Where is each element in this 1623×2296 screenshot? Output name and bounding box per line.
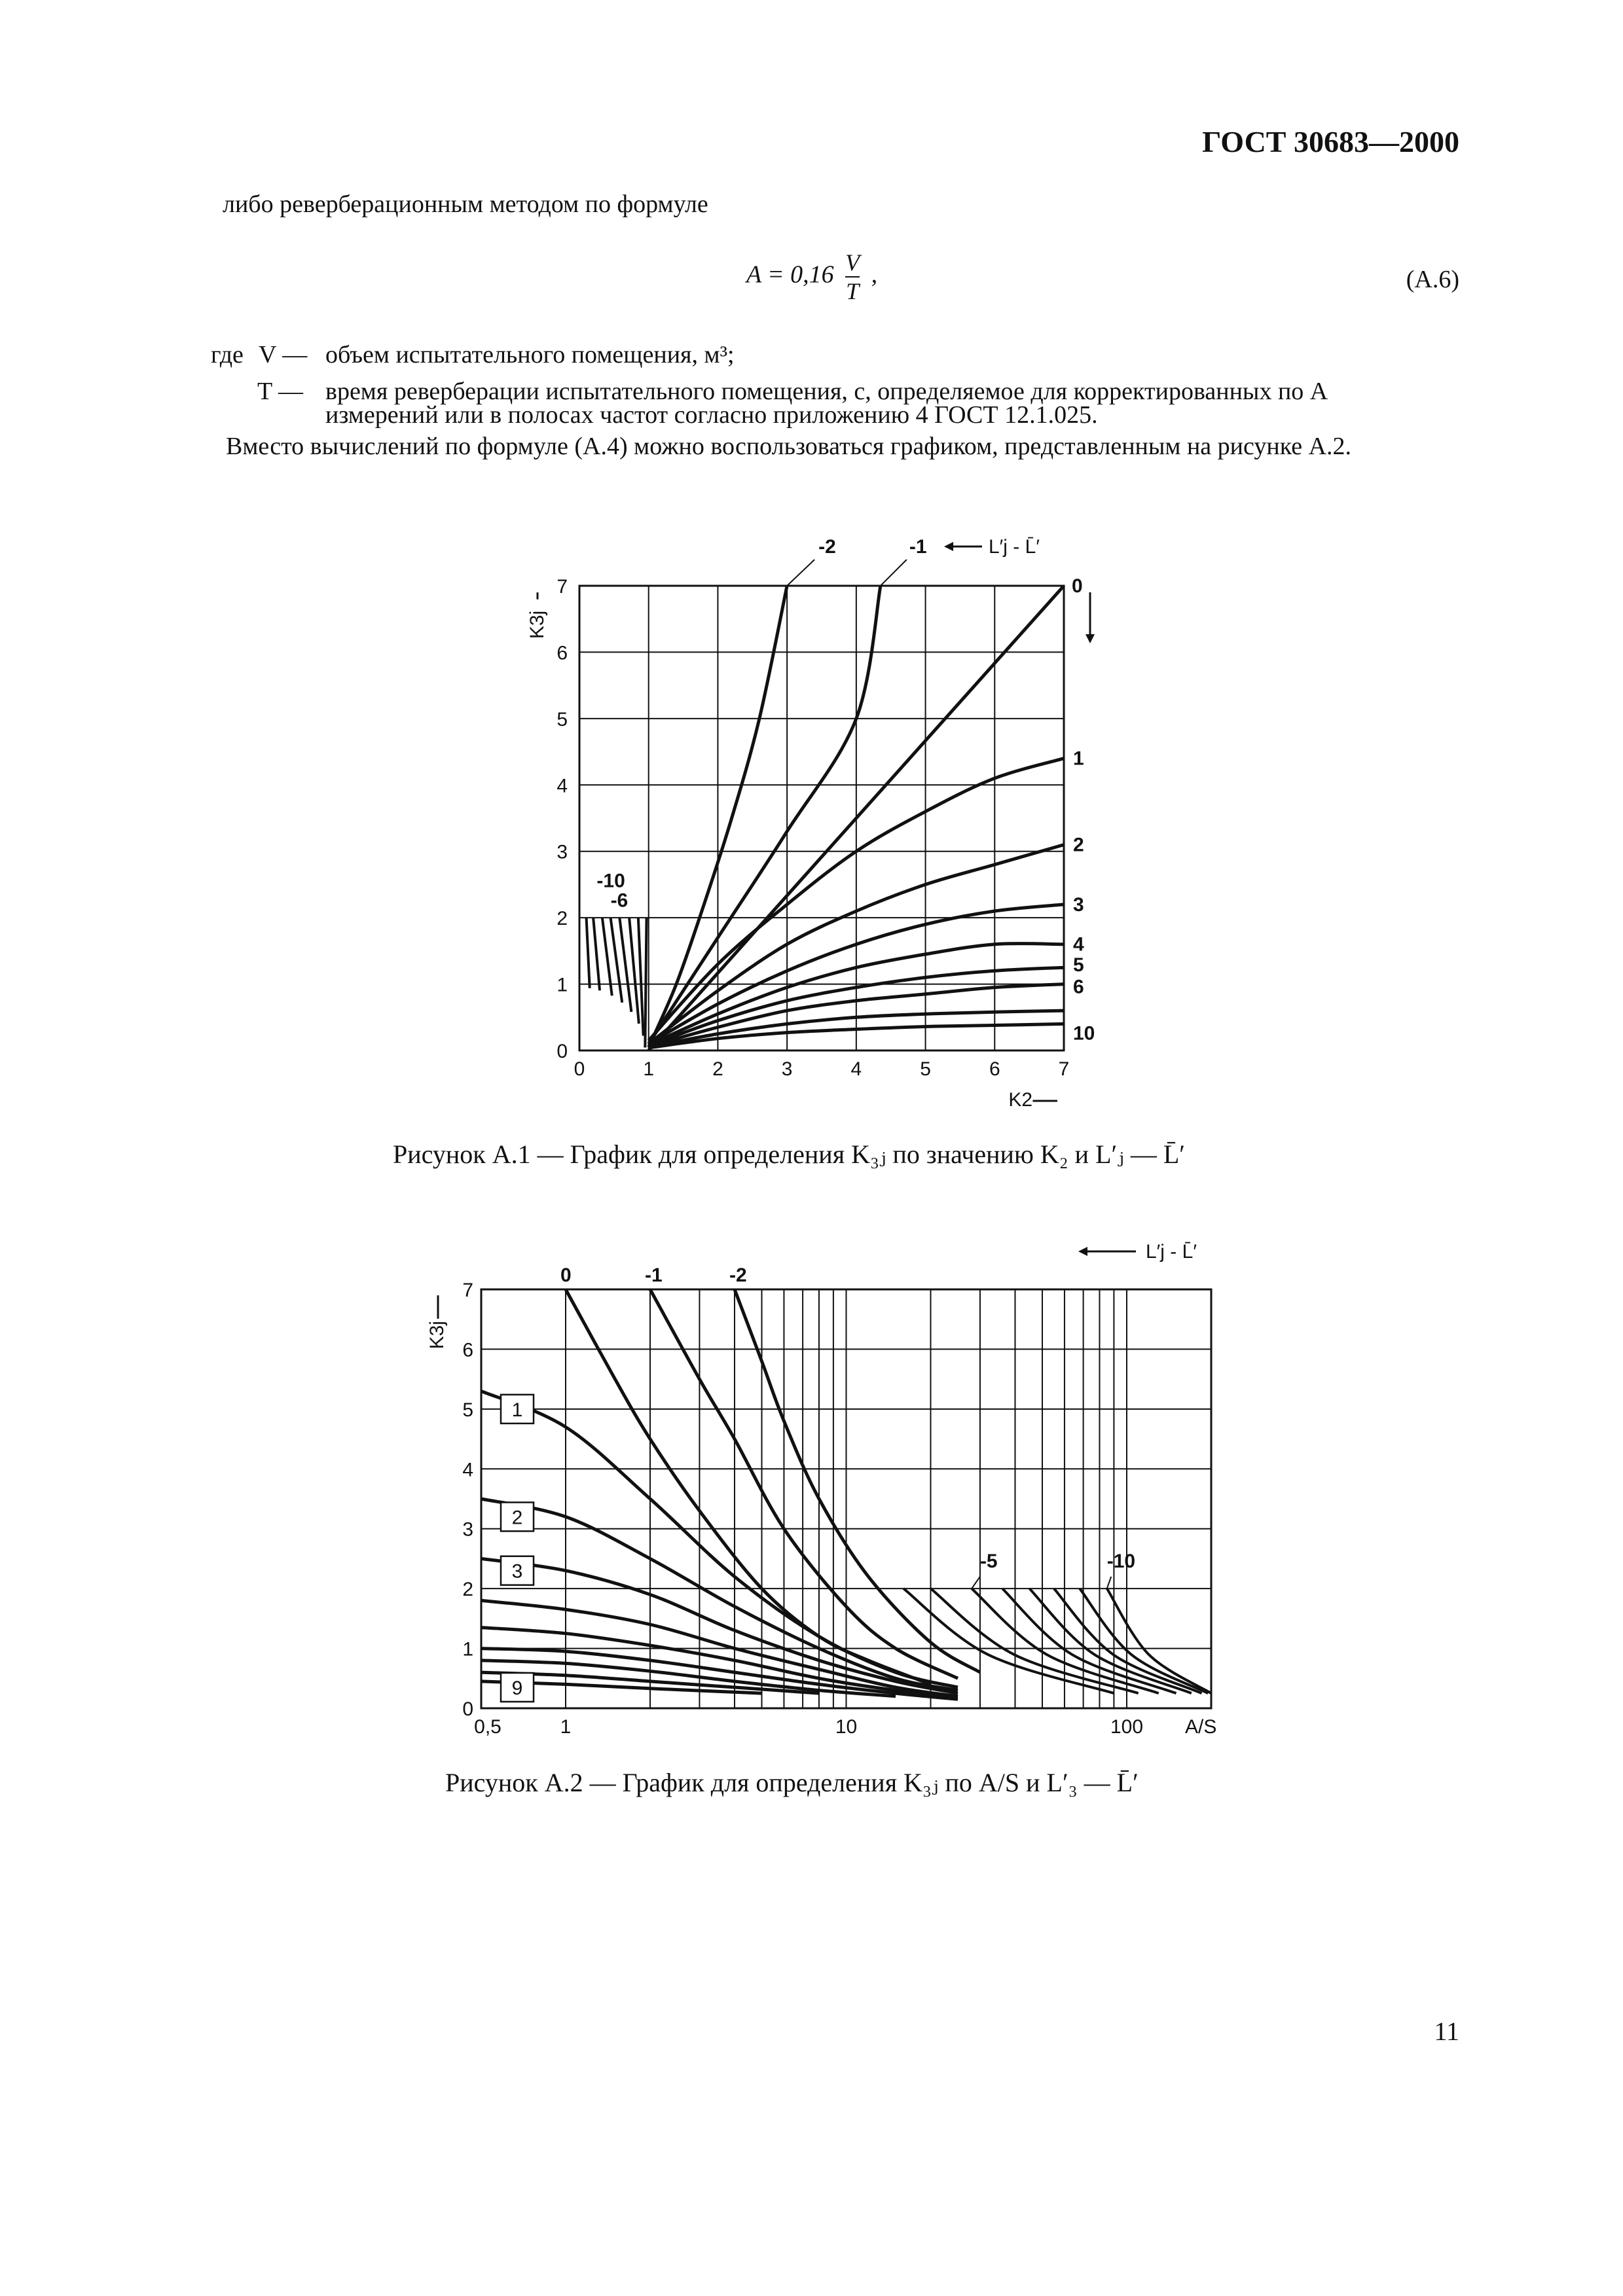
chart1-down-arrow-head [1085, 634, 1095, 643]
chart1-legend-arrow-head [944, 542, 953, 551]
chart-figure-a1 [511, 517, 1113, 1145]
chart1-fan-line [587, 918, 590, 988]
chart2-leader-line [972, 1577, 980, 1588]
intro-text: либо реверберационным методом по формуле [223, 190, 708, 218]
chart1-y-tick-label: 6 [556, 642, 568, 664]
chart1-curve-label: -6 [610, 889, 629, 912]
chart2-x-tick-label: 1 [560, 1716, 572, 1738]
chart1-curve-label: 6 [1073, 976, 1084, 998]
chart1-x-tick-label: 1 [643, 1058, 655, 1080]
chart1-fan-line [593, 918, 600, 990]
where-v-description: объем испытательного помещения, м³; [325, 341, 735, 368]
chart2-series-line [481, 1558, 958, 1693]
chart2-leader-line [1107, 1577, 1111, 1588]
chart1-grid [579, 586, 1064, 1050]
formula [746, 249, 877, 305]
chart1-leader-line [881, 560, 907, 586]
chart1-x-tick-label: 7 [1058, 1058, 1070, 1080]
figure-a2-caption: Рисунок А.2 — График для определения K₃ⱼ по A/S и L′₃ — L̄′ [445, 1768, 1139, 1797]
chart2-y-tick-label: 1 [462, 1638, 473, 1660]
chart1-x-tick-label: 3 [781, 1058, 793, 1080]
chart1-x-tick-label: 0 [574, 1058, 585, 1080]
chart2-top-label: -1 [644, 1265, 663, 1286]
chart2-top-label: 0 [560, 1265, 572, 1286]
chart2-boxed-label: 3 [511, 1560, 523, 1583]
chart2-legend-arrow-head [1078, 1247, 1087, 1256]
chart1-x-tick-label: 6 [989, 1058, 1000, 1080]
formula-lhs: A = 0,16 [746, 260, 834, 289]
chart2-x-axis-label: A/S [1185, 1716, 1217, 1738]
chart2-series-line [650, 1289, 958, 1678]
chart1-y-tick-label: 5 [556, 708, 568, 730]
chart1-x-tick-label: 5 [920, 1058, 931, 1080]
chart1-curve-label: 2 [1073, 834, 1084, 856]
chart2-x-tick-label: 0,5 [474, 1716, 501, 1738]
chart2-inner-label: -10 [1106, 1551, 1136, 1573]
chart1-y-tick-label: 3 [556, 841, 568, 863]
formula-fraction [845, 249, 860, 305]
chart2-y-tick-label: 7 [462, 1280, 473, 1301]
chart1-frame [579, 586, 1064, 1050]
chart1-curve-label: 1 [1073, 747, 1084, 770]
chart2-lines [438, 1247, 1211, 1702]
page-number: 11 [1434, 2017, 1459, 2046]
chart1-y-axis-label: K3j [526, 610, 548, 639]
where-t-description-2: измерений или в полосах частот согласно приложению 4 ГОСТ 12.1.025. [325, 401, 1098, 429]
where-word: где [211, 341, 244, 368]
where-t-symbol: T — [257, 378, 304, 405]
chart1-lines [538, 542, 1095, 1101]
chart1-y-tick-label: 7 [556, 576, 568, 598]
chart2-legend-title: L′j - L̄′ [1146, 1241, 1197, 1263]
chart2-inner-label: -5 [979, 1551, 998, 1573]
chart2-x-tick-label: 10 [835, 1716, 858, 1738]
chart1-curve-label: -10 [596, 870, 625, 892]
chart-figure-a2 [406, 1230, 1270, 1767]
chart2-top-label: -2 [729, 1265, 747, 1286]
where-t-description-1: время реверберации испытательного помещения, с, определяемое для корректированных по A [325, 378, 1328, 405]
chart1-legend-title: L′j - L̄′ [989, 536, 1040, 558]
chart2-boxed-label: 1 [511, 1399, 523, 1421]
paragraph: Вместо вычислений по формуле (А.4) можно воспользоваться графиком, представленным на рисунке А.2. [226, 433, 1352, 460]
chart1-curve-label: 3 [1073, 893, 1084, 916]
chart1-curve-label: -1 [909, 536, 927, 558]
chart1-y-tick-label: 0 [556, 1041, 568, 1062]
chart1-curve-label: 0 [1072, 575, 1083, 597]
chart1-curve-label: 10 [1073, 1022, 1095, 1045]
chart1-y-tick-label: 1 [556, 974, 568, 996]
chart1-curve-label: -2 [818, 536, 836, 558]
chart2-series-line [735, 1289, 980, 1672]
chart1-series-line [649, 586, 881, 1044]
where-v-symbol: V — [259, 341, 308, 368]
chart1-x-axis-label: K2 [1008, 1089, 1033, 1111]
chart2-x-tick-label: 100 [1110, 1716, 1144, 1738]
chart1-curve-label: 4 [1073, 933, 1084, 956]
chart1-x-tick-label: 2 [712, 1058, 723, 1080]
chart2-y-tick-label: 3 [462, 1518, 473, 1541]
chart2-y-tick-label: 4 [462, 1459, 473, 1481]
formula-denominator: T [846, 278, 860, 304]
chart1-fan-line [645, 918, 646, 1047]
chart1-leader-line [787, 560, 814, 586]
formula-numerator: V [845, 249, 860, 278]
chart2-boxed-label: 2 [511, 1507, 523, 1529]
chart2-y-tick-label: 0 [462, 1698, 473, 1720]
chart2-y-axis-label: K3j [426, 1321, 448, 1350]
document-header: ГОСТ 30683—2000 [1202, 125, 1459, 158]
chart2-y-tick-label: 5 [462, 1399, 473, 1421]
formula-tail: , [871, 260, 878, 289]
chart1-y-tick-label: 2 [556, 908, 568, 930]
chart2-y-tick-label: 6 [462, 1339, 473, 1361]
chart1-x-tick-label: 4 [850, 1058, 862, 1080]
formula-number: (А.6) [1406, 266, 1459, 293]
chart2-boxed-label: 9 [511, 1677, 523, 1699]
chart1-y-tick-label: 4 [556, 775, 568, 797]
chart1-curve-label: 5 [1073, 954, 1084, 977]
figure-a1-caption: Рисунок А.1 — График для определения K₃ⱼ по значению K₂ и L′ⱼ — L̄′ [393, 1139, 1185, 1169]
chart2-y-tick-label: 2 [462, 1579, 473, 1601]
